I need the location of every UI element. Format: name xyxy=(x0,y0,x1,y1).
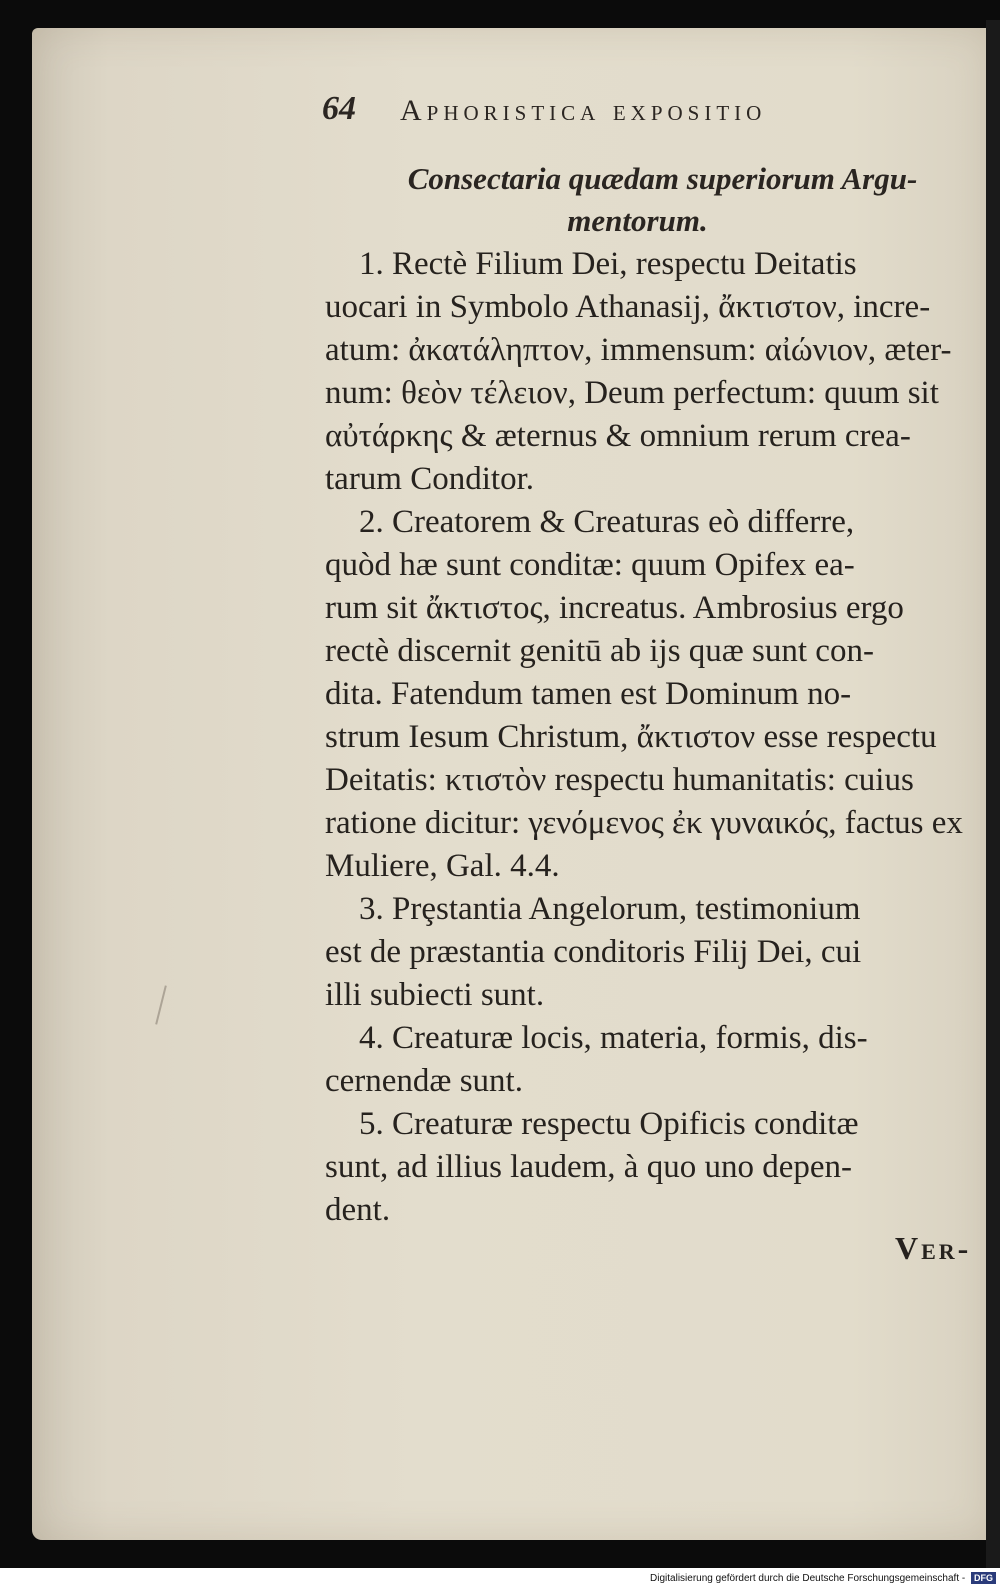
funding-footer xyxy=(600,1571,996,1587)
text-line: Deitatis: κτιστὸν respectu humanitatis: cuius xyxy=(325,762,914,798)
text-line: tarum Conditor. xyxy=(325,461,534,497)
section-heading xyxy=(330,158,970,242)
text-line: dent. xyxy=(325,1192,391,1228)
footer-text: Digitalisierung gefördert durch die Deutsche Forschungsgemeinschaft - xyxy=(650,1573,966,1584)
text-line: 3. Prȩstantia Angelorum, testimonium xyxy=(359,891,861,927)
text-line: atum: ἀκατάληπτον, immensum: αἰώνιον, æter- xyxy=(325,332,952,368)
text-line: αὐτάρκης & æternus & omnium rerum crea- xyxy=(325,418,911,454)
page-edge-shadow xyxy=(986,20,1000,1568)
running-title: Aphoristica expositio xyxy=(400,94,767,127)
text-line: illi subiecti sunt. xyxy=(325,977,545,1013)
body-text xyxy=(325,243,985,1232)
running-head xyxy=(322,90,882,140)
dfg-logo: DFG xyxy=(971,1572,996,1584)
text-line: uocari in Symbolo Athanasij, ἄκτιστον, incre- xyxy=(325,289,931,325)
text-line: quòd hæ sunt conditæ: quum Opifex ea- xyxy=(325,547,855,583)
text-line: num: θεὸν τέλειον, Deum perfectum: quum sit xyxy=(325,375,939,411)
heading-line-2: mentorum. xyxy=(567,203,708,238)
heading-line-1: Consectaria quædam superiorum Argu- xyxy=(407,161,918,196)
text-line: 1. Rectè Filium Dei, respectu Deitatis xyxy=(359,246,857,282)
text-line: sunt, ad illius laudem, à quo uno depen- xyxy=(325,1149,852,1185)
text-line: rectè discernit genitū ab ijs quæ sunt con- xyxy=(325,633,874,669)
page-number: 64 xyxy=(322,90,356,127)
text-line: 5. Creaturæ respectu Opificis conditæ xyxy=(359,1106,859,1142)
text-line: strum Iesum Christum, ἄκτιστον esse respectu xyxy=(325,719,937,755)
text-line: rum sit ἄκτιστος, increatus. Ambrosius ergo xyxy=(325,590,904,626)
text-line: 4. Creaturæ locis, materia, formis, dis- xyxy=(359,1020,868,1056)
text-line: est de præstantia conditoris Filij Dei, cui xyxy=(325,934,862,970)
text-line: 2. Creatorem & Creaturas eò differre, xyxy=(359,504,855,540)
catchword: Ver- xyxy=(895,1230,972,1266)
text-line: Muliere, Gal. 4.4. xyxy=(325,848,560,884)
text-line: ratione dicitur: γενόμενος ἐκ γυναικός, factus ex xyxy=(325,805,963,841)
text-line: dita. Fatendum tamen est Dominum no- xyxy=(325,676,852,712)
text-line: cernendæ sunt. xyxy=(325,1063,523,1099)
